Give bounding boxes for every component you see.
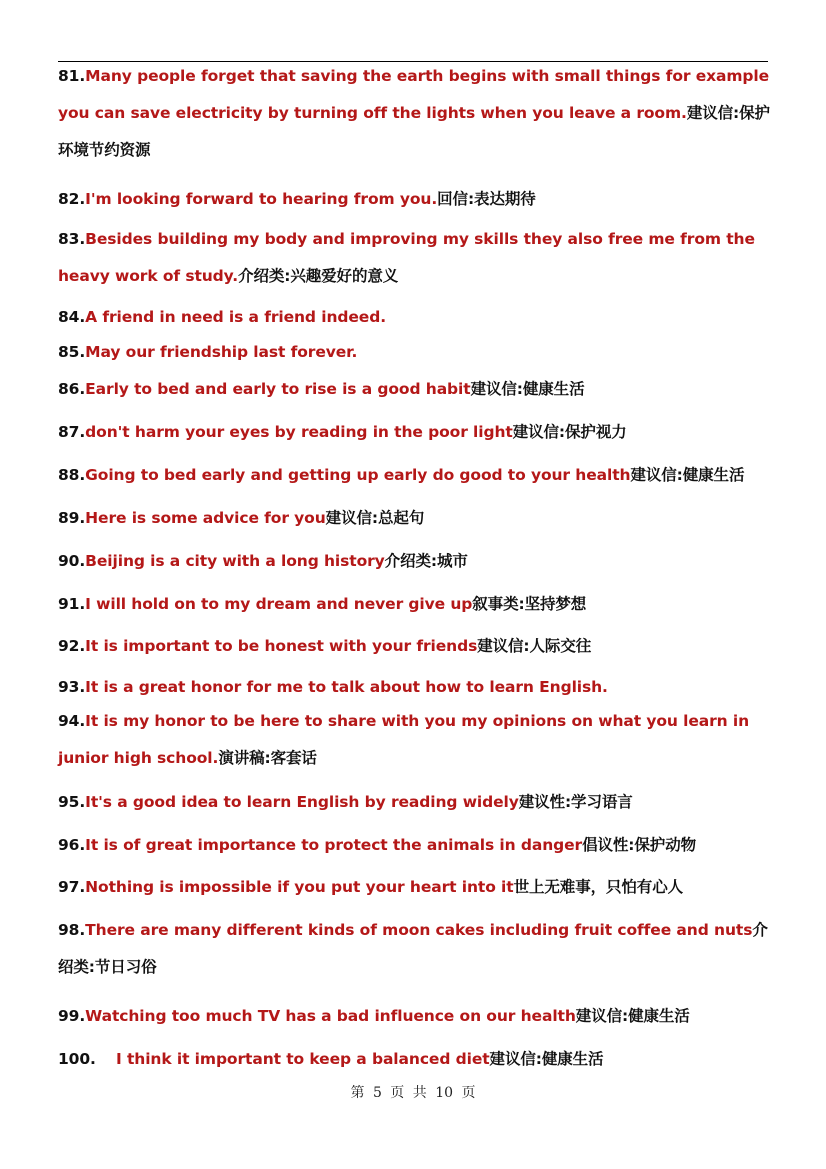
chinese-note: 建议信:健康生活 [470, 380, 585, 398]
item-number: 86. [58, 380, 86, 398]
english-sentence: I will hold on to my dream and never give up [85, 595, 473, 613]
english-sentence: Nothing is impossible if you put your heart into it [85, 878, 514, 896]
chinese-note: 建议信:保护环境节约资源 [58, 104, 770, 159]
chinese-note: 介绍类:节日习俗 [58, 921, 768, 976]
list-item-100 [58, 1041, 770, 1078]
chinese-note: 建议性:学习语言 [518, 793, 633, 811]
item-number: 99. [58, 1007, 86, 1025]
english-sentence: I'm looking forward to hearing from you. [85, 190, 438, 208]
list-item-82 [58, 181, 770, 218]
english-sentence: Besides building my body and improving my skills they also free me from the heavy work of study. [58, 230, 755, 285]
chinese-note: 叙事类:坚持梦想 [472, 595, 587, 613]
item-number: 98. [58, 921, 86, 939]
chinese-note: 介绍类:兴趣爱好的意义 [238, 267, 399, 285]
english-sentence: Many people forget that saving the earth begins with small things for example you can save electricity by turning off the lights when you leave a room. [58, 67, 770, 122]
item-number: 94. [58, 712, 86, 730]
list-item-92 [58, 628, 770, 665]
item-number: 82. [58, 190, 86, 208]
chinese-note: 建议信:保护视力 [512, 423, 627, 441]
english-sentence: May our friendship last forever. [85, 343, 358, 361]
item-number: 97. [58, 878, 86, 896]
item-number: 83. [58, 230, 86, 248]
item-number: 84. [58, 308, 86, 326]
item-number: 93. [58, 678, 86, 696]
item-number: 87. [58, 423, 86, 441]
item-number: 81. [58, 67, 86, 85]
list-item-90 [58, 543, 770, 580]
list-item-95 [58, 784, 770, 821]
list-item-99 [58, 998, 770, 1035]
chinese-note: 演讲稿:客套话 [218, 749, 317, 767]
english-sentence: Going to bed early and getting up early do good to your health [85, 466, 631, 484]
chinese-note: 介绍类:城市 [384, 552, 468, 570]
list-item-84 [58, 299, 770, 336]
item-number: 90. [58, 552, 86, 570]
english-sentence: It is important to be honest with your friends [85, 637, 478, 655]
chinese-note: 回信:表达期待 [437, 190, 536, 208]
list-item-93 [58, 669, 770, 706]
list-item-89 [58, 500, 770, 537]
item-number: 92. [58, 637, 86, 655]
list-item-91 [58, 586, 770, 623]
english-sentence: Beijing is a city with a long history [85, 552, 385, 570]
english-sentence: I think it important to keep a balanced diet [116, 1050, 490, 1068]
item-number: 95. [58, 793, 86, 811]
item-number: 88. [58, 466, 86, 484]
english-sentence: don't harm your eyes by reading in the poor light [85, 423, 513, 441]
chinese-note: 建议信:健康生活 [575, 1007, 690, 1025]
list-item-87 [58, 414, 770, 451]
english-sentence: It is my honor to be here to share with you my opinions on what you learn in junior high school. [58, 712, 750, 767]
english-sentence: It is a great honor for me to talk about how to learn English. [85, 678, 608, 696]
page-footer: 第 5 页 共 10 页 [350, 1085, 476, 1101]
list-item-83 [58, 221, 770, 295]
item-number: 96. [58, 836, 86, 854]
list-item-81 [58, 58, 770, 169]
list-item-86 [58, 371, 770, 408]
english-sentence: Early to bed and early to rise is a good habit [85, 380, 471, 398]
english-sentence: Watching too much TV has a bad influence on our health [85, 1007, 576, 1025]
chinese-note: 倡议性:保护动物 [582, 836, 696, 854]
list-item-97 [58, 869, 770, 906]
chinese-note: 建议信:总起句 [325, 509, 425, 527]
list-item-96 [58, 827, 770, 864]
english-sentence: It is of great importance to protect the animals in danger [85, 836, 583, 854]
english-sentence: Here is some advice for you [85, 509, 326, 527]
item-number: 100. [58, 1050, 96, 1068]
english-sentence: A friend in need is a friend indeed. [85, 308, 386, 326]
item-number: 89. [58, 509, 86, 527]
list-item-98 [58, 912, 770, 986]
item-number: 91. [58, 595, 86, 613]
english-sentence: There are many different kinds of moon cakes including fruit coffee and nuts [85, 921, 753, 939]
chinese-note: 建议信:健康生活 [489, 1050, 604, 1068]
item-number: 85. [58, 343, 86, 361]
list-item-85 [58, 334, 770, 371]
list-item-94 [58, 703, 770, 777]
chinese-note: 世上无难事，只怕有心人 [513, 878, 683, 896]
chinese-note: 建议信:健康生活 [630, 466, 745, 484]
english-sentence: It's a good idea to learn English by reading widely [85, 793, 519, 811]
list-item-88 [58, 457, 770, 494]
chinese-note: 建议信:人际交往 [477, 637, 592, 655]
